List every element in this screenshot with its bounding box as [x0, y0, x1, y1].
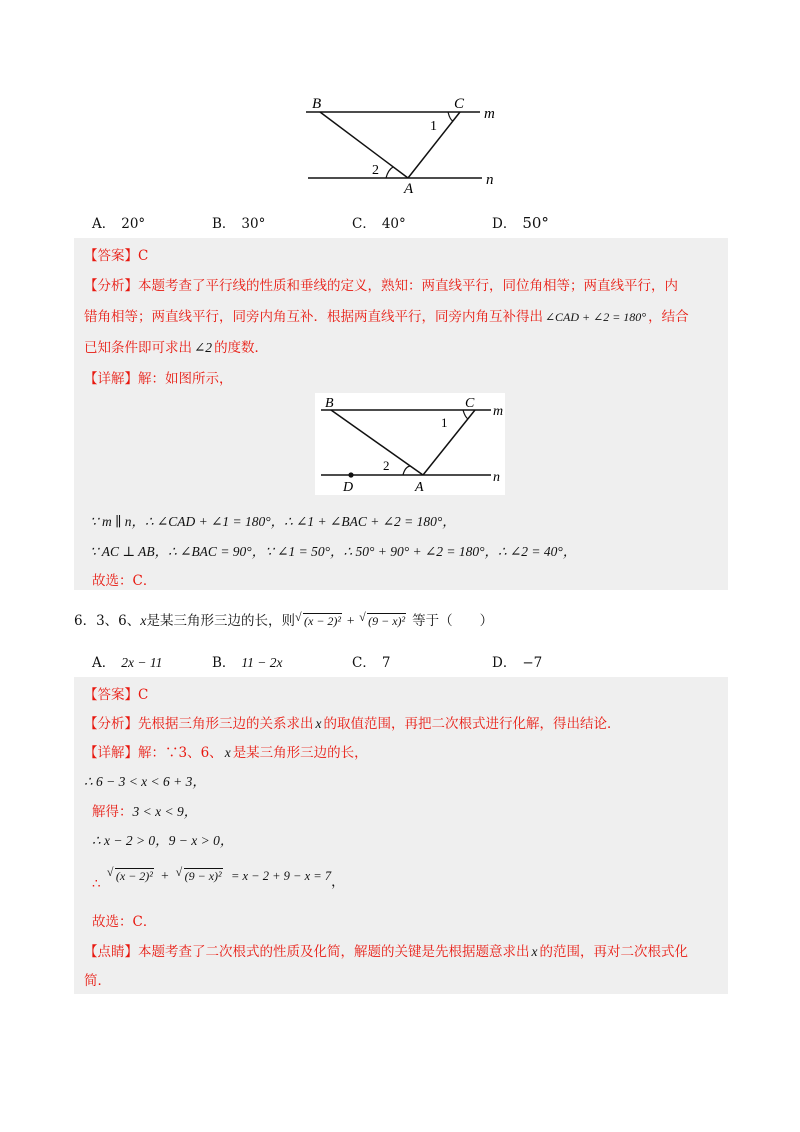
q6-step-2: 解得：3 < x < 9，: [92, 804, 198, 820]
fig1-label-m: m: [484, 106, 495, 122]
q5-analysis-line-1: 【分析】本题考查了平行线的性质和垂线的定义，熟知：两直线平行，同位角相等；两直线平行，内: [84, 278, 678, 294]
figure-parallel-lines-1: [290, 90, 520, 200]
fig2-label-B: B: [325, 396, 334, 411]
fig2-label-D: D: [343, 480, 354, 495]
q5-analysis-line-2: 错角相等；两直线平行，同旁内角互补．根据两直线平行，同旁内角互补得出 ∠CAD + ∠2 = 180° ，结合: [84, 309, 689, 325]
fig1-label-B: B: [312, 96, 322, 112]
q6-sqrt-1: √ (x − 2)²: [295, 610, 342, 628]
q6-comment-line-2: 简．: [84, 973, 111, 989]
q6-option-b: B． 11 − 2x: [212, 655, 283, 671]
q6-answer-line: 【答案】C: [84, 687, 149, 703]
fig1-label-C: C: [454, 96, 465, 112]
fig1-label-1: 1: [430, 119, 437, 134]
q5-option-d: D． 50°: [492, 214, 549, 232]
q6-choose: 故选：C．: [92, 914, 157, 930]
fig1-label-2: 2: [372, 163, 379, 178]
q5-option-a: A． 20°: [92, 216, 146, 232]
fig2-label-1: 1: [441, 415, 448, 430]
fig1-label-A: A: [404, 181, 414, 197]
q6-step-1: ∴ 6 − 3 < x < 6 + 3，: [84, 774, 206, 789]
q5-step-1: ∵ m ∥ n，∴ ∠CAD + ∠1 = 180°，∴ ∠1 + ∠BAC + ∠2 = 180°，: [90, 514, 456, 529]
q6-analysis-line: 【分析】先根据三角形三边的关系求出 x 的取值范围，再把二次根式进行化解，得出结论．: [84, 716, 621, 732]
q6-step-3: ∴ x − 2 > 0，9 − x > 0，: [92, 833, 234, 848]
q6-stem: 6．3、6、x是某三角形三边的长，则 √ (x − 2)² + √ (9 − x)² 等于（ ）: [74, 610, 494, 629]
fig2-label-A: A: [415, 480, 424, 495]
q5-answer-line: 【答案】C: [84, 248, 149, 264]
q6-option-c: C． 7: [352, 655, 391, 671]
q5-step-2: ∵ AC ⊥ AB，∴ ∠BAC = 90°，∵ ∠1 = 50°，∴ 50° + 90° + ∠2 = 180°，∴ ∠2 = 40°，: [90, 544, 577, 559]
fig2-label-n: n: [493, 470, 500, 485]
q6-option-a: A． 2x − 11: [92, 655, 163, 671]
fig2-label-2: 2: [383, 458, 390, 473]
q5-option-b: B． 30°: [212, 216, 266, 232]
fig2-label-m: m: [493, 404, 504, 419]
q6-sqrt-2: √ (9 − x)²: [359, 610, 406, 628]
q6-detail-line: 【详解】解：∵3、6、 x 是某三角形三边的长，: [84, 745, 368, 761]
q6-option-d: D． −7: [492, 655, 543, 671]
q5-choose: 故选：C．: [92, 573, 157, 589]
q5-analysis-line-3: 已知条件即可求出 ∠2 的度数．: [84, 340, 269, 356]
q6-step4-sqrt-2: √ (9 − x)²: [175, 865, 222, 883]
figure-parallel-lines-2: [315, 393, 505, 495]
q6-step-4: ∴ √ (x − 2)² + √ (9 − x)² = x − 2 + 9 − x = 7，: [92, 865, 345, 892]
q6-step4-sqrt-1: √ (x − 2)²: [106, 865, 153, 883]
q5-option-c: C． 40°: [352, 216, 406, 232]
fig1-label-n: n: [486, 172, 494, 188]
fig2-label-C: C: [465, 396, 475, 411]
q6-comment-line-1: 【点睛】本题考查了二次根式的性质及化简，解题的关键是先根据题意求出 x 的范围，再对二次根式化: [84, 944, 688, 960]
q5-detail-line: 【详解】解：如图所示，: [84, 371, 233, 387]
